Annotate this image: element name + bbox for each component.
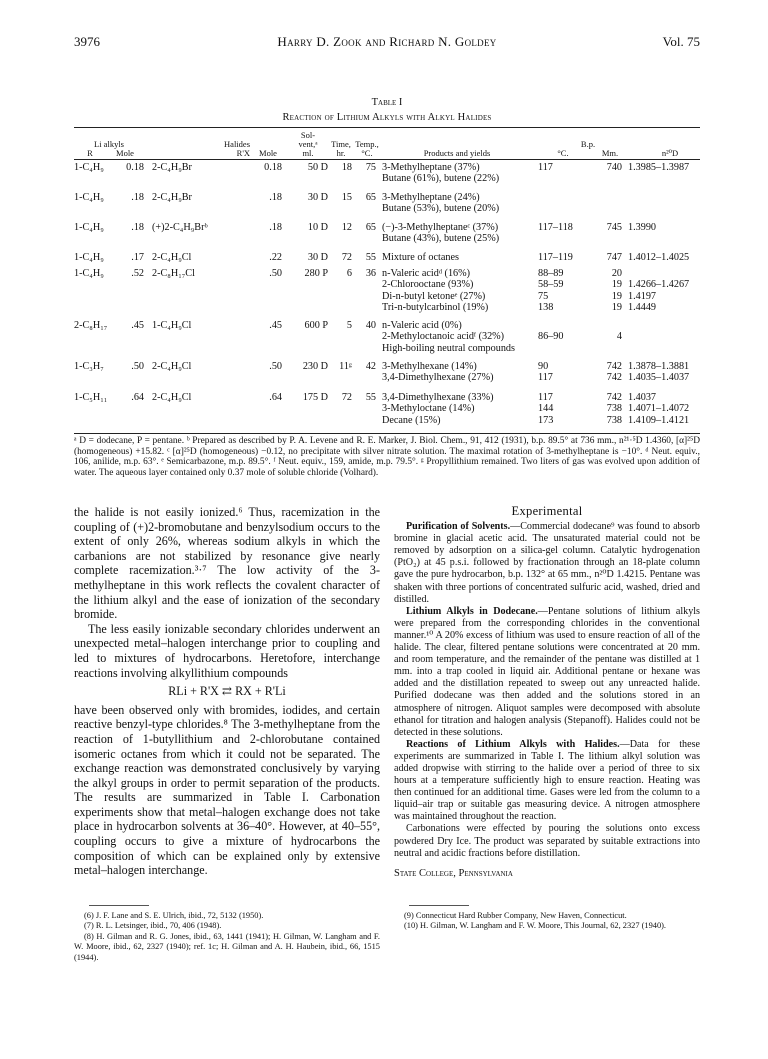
table-cell-r: 1-C₄H₉	[74, 192, 104, 203]
table-footnote: ᵃ D = dodecane, P = pentane. ᵇ Prepared as described by P. A. Levene and R. E. Marker, J. Biol. Chem., 91, 412 (1931), b.p. 89.5° at 736 mm., n²¹·⁵D 1.4360, [α]²⁵D (homogeneous) +15.82. ᶜ [α]²⁵D (homogeneous) −0.12, no precipitate with silver nitrate solution. The maximal rotation of 3-methylheptane is −10°. ᵈ Neut. equiv., 106, anilide, m.p. 63°. ᵉ Semicarbazone, m.p. 89.5°. ᶠ Neut. equiv., 159, amide, m.p. 79.5°. ᵍ Propyllithium remained. Two liters of gas was evolved upon addition of water. The aqueous layer contained only 0.37 mole of soluble chloride (Volhard).	[74, 436, 700, 478]
reference-6: (6) J. F. Lane and S. E. Ulrich, ibid., 72, 5132 (1950).	[84, 911, 264, 920]
table-cell-time: 72	[341, 392, 352, 403]
header-temp-2: °C.	[361, 148, 373, 158]
header-bp-c: °C.	[557, 148, 569, 158]
page-number: 3976	[74, 34, 100, 49]
table-cell-temp: 55	[365, 392, 376, 403]
table-cell-mole2: .64	[269, 392, 282, 403]
table-cell-temp: 36	[365, 268, 376, 279]
table-cell-bp: 138	[538, 301, 554, 313]
table-cell-mole: .18	[131, 222, 144, 233]
left-references	[74, 911, 380, 963]
table-cell-time: 12	[341, 222, 352, 233]
experimental-heading: Experimental	[511, 504, 583, 518]
table-cell-products: 2-Methyloctanoic acidᶠ (32%)	[382, 331, 505, 343]
table-cell-nd: 1.4035–1.4037	[628, 372, 690, 384]
table-caption: Table I	[371, 97, 403, 108]
reference-8: (8) H. Gilman and R. G. Jones, ibid., 63, 1441 (1941); H. Gilman, W. Langham and F. W. Moore, ibid., 62, 2327 (1940); ref. 1c; H. Gilman and A. H. Haubein, ibid., 66, 1515 (1944).	[74, 931, 380, 962]
table-cell-rx: 2-C₈H₁₇Cl	[152, 268, 195, 279]
header-time-1: Time,	[331, 139, 351, 149]
table-cell-bp: 75	[538, 290, 549, 302]
exchange-equation: RLi + R'X ⇄ RX + R'Li	[168, 684, 286, 699]
reference-10: (10) H. Gilman, W. Langham and F. W. Moore, This Journal, 62, 2327 (1940).	[404, 921, 667, 931]
table-cell-mole2: .18	[269, 192, 282, 203]
header-solvent-3: ml.	[302, 148, 314, 158]
table-cell-mole: .64	[131, 392, 144, 403]
table-cell-bp: 117	[538, 392, 553, 403]
table-cell-temp: 65	[365, 222, 376, 233]
table-cell-nd: 1.4037	[628, 392, 657, 403]
table-cell-products: High-boiling neutral compounds	[382, 342, 515, 354]
reference-9: (9) Connecticut Hard Rubber Company, New Haven, Connecticut.	[404, 911, 627, 920]
experimental-paragraph-4: Carbonations were effected by pouring the solutions onto excess powdered Dry Ice. The product was separated by suitable extractions into neutral and acidic fractions before distillation.	[394, 823, 700, 859]
header-bp: B.p.	[580, 139, 596, 149]
table-cell-r: 1-C₄H₉	[74, 162, 104, 173]
table-cell-mm: 742	[606, 392, 622, 403]
header-halides: Halides	[224, 139, 250, 149]
table-cell-time: 11ᵍ	[339, 361, 352, 372]
table-title: Reaction of Lithium Alkyls with Alkyl Halides	[282, 112, 492, 123]
table-cell-products: 3-Methylheptane (24%)	[382, 192, 480, 203]
table-cell-products: 3,4-Dimethylhexane (33%)	[382, 392, 494, 403]
table-cell-mole2: .22	[269, 252, 282, 263]
table-cell-bp: 117–119	[538, 252, 573, 263]
table-cell-solvent: 50 D	[307, 162, 328, 173]
table-cell-nd: 1.3990	[628, 222, 657, 233]
table-cell-solvent: 230 D	[302, 361, 328, 372]
experimental-paragraph-3	[394, 739, 700, 824]
reactions-text: —Data for these experiments are summarized in Table I. The lithium alkyl solution was added dropwise with stirring to the halide over a period of three to six hours at a temperature sufficiently high to ensure reaction. Heating was then continued for an additional time. Gases were led from the column to a liquid–air trap or suitable gas measuring device. A nitrogen atmosphere was maintained throughout the reaction.	[394, 738, 700, 823]
table-cell-mole: .50	[131, 361, 144, 372]
table-cell-mole: .18	[131, 192, 144, 203]
table-cell-nd: 1.4449	[628, 301, 657, 313]
table-cell-rx: 2-C₄H₉Cl	[152, 392, 192, 403]
table-cell-mole2: .18	[269, 222, 282, 233]
table-cell-mm: 740	[606, 162, 622, 173]
header-temp-1: Temp.,	[355, 139, 379, 149]
lithium-alkyls-heading: Lithium Alkyls in Dodecane.	[406, 605, 538, 617]
table-cell-products: (−)-3-Methylheptaneᶜ (37%)	[382, 222, 499, 233]
table-cell-mm: 738	[606, 414, 622, 426]
table-cell-mm: 19	[611, 301, 622, 313]
table-cell-products: n-Valeric acidᵈ (16%)	[382, 268, 471, 279]
table-cell-time: 6	[346, 268, 352, 279]
left-column	[74, 505, 380, 878]
purification-text: —Commercial dodecane⁹ was found to absorb bromine in glacial acetic acid. The unsaturated material could not be removed by adsorption on a silica-gel column. Catalytic hydrogenation (PtO₂) at 45 p.s.i. followed by fractionation through an 18-plate column gave the pure hydrocarbon, b.p. 132° at 65 mm., n²⁰D 1.4215. Pentane was shaken with three portions of concentrated sulfuric acid, washed, dried and distilled.	[394, 521, 700, 605]
table-cell-nd: 1.3985–1.3987	[628, 162, 690, 173]
experimental-paragraph-1	[394, 521, 700, 606]
table-cell-products: 2-Chlorooctane (93%)	[382, 279, 474, 291]
table-cell-r: 1-C₄H₉	[74, 268, 104, 279]
right-footnote-rule	[409, 905, 469, 906]
header-solvent-2: vent,ᵃ	[298, 139, 318, 149]
right-column	[394, 505, 700, 880]
table-cell-bp: 117–118	[538, 222, 573, 233]
right-references	[394, 911, 700, 932]
table-cell-temp: 40	[365, 320, 376, 331]
institution-line: State College, Pennsylvania	[394, 867, 513, 879]
header-mole: Mole	[116, 148, 134, 158]
table-cell-time: 72	[341, 252, 352, 263]
table-cell-bp: 58–59	[538, 279, 564, 291]
purification-heading: Purification of Solvents.	[406, 521, 511, 533]
header-li-alkyls: Li alkyls	[94, 139, 124, 149]
table-cell-bp: 117	[538, 372, 553, 384]
table-cell-rx: 2-C₄H₉Cl	[152, 361, 192, 372]
table-cell-mm: 742	[606, 361, 622, 372]
header-rx: R'X	[236, 148, 250, 158]
table-cell-time: 18	[341, 162, 352, 173]
table-cell-products: Mixture of octanes	[382, 252, 459, 263]
table-cell-time: 5	[346, 320, 352, 331]
table-cell-mole2: 0.18	[264, 162, 282, 173]
author-line: Harry D. Zook and Richard N. Goldey	[277, 34, 497, 49]
table-cell-solvent: 175 D	[302, 392, 328, 403]
table-cell-solvent: 10 D	[307, 222, 328, 233]
table-cell-products: 3-Methyloctane (14%)	[382, 403, 475, 415]
table-cell-r: 1-C₅H₁₁	[74, 392, 108, 403]
table-cell-solvent: 30 D	[307, 192, 328, 203]
table-cell-r: 2-C₈H₁₇	[74, 320, 108, 331]
table-cell-solvent: 280 P	[304, 268, 328, 279]
table-cell-mm: 747	[606, 252, 622, 263]
table-cell-products: 3,4-Dimethylhexane (27%)	[382, 372, 494, 384]
table-cell-mole: .52	[131, 268, 144, 279]
table-cell-bp: 86–90	[538, 331, 564, 343]
table-cell-r: 1-C₄H₉	[74, 222, 104, 233]
table-cell-mm: 19	[611, 290, 622, 302]
table-cell-temp: 65	[365, 192, 376, 203]
table-cell-temp: 75	[365, 162, 376, 173]
left-paragraph-2: The less easily ionizable secondary chlorides underwent an unexpected metal–halogen interchange prior to coupling and led to mixtures of hydrocarbons. Heretofore, interchange reactions involving alkyllithium compounds	[74, 621, 380, 680]
header-solvent-1: Sol-	[300, 130, 316, 140]
table-header-rule	[74, 159, 700, 160]
table-cell-mm: 20	[611, 268, 622, 279]
table-cell-nd: 1.4266–1.4267	[628, 279, 690, 291]
table-cell-products: Butane (43%), butene (25%)	[382, 233, 500, 245]
table-cell-temp: 42	[365, 361, 376, 372]
table-top-rule	[74, 127, 700, 128]
table-cell-products: n-Valeric acid (0%)	[382, 320, 462, 331]
table-cell-bp: 144	[538, 403, 554, 415]
left-paragraph-1: the halide is not easily ionized.⁶ Thus, racemization in the coupling of (+)2-bromobutane and benzylsodium occurs to the extent of only 26%, whereas sodium alkyls in which the carbanions are not stabilized by resonance give nearly complete racemization.³·⁷ The low activity of the 3-methylheptane in this work reflects the covalent character of the lithium alkyl and the ease of ionization of the secondary bromide.	[74, 505, 380, 622]
table-cell-products: Tri-n-butylcarbinol (19%)	[382, 301, 489, 313]
table-cell-products: Butane (53%), butene (20%)	[382, 203, 500, 215]
header-nd: n²⁰D	[661, 148, 679, 158]
table-cell-mm: 19	[611, 279, 622, 291]
header-mole2: Mole	[259, 148, 277, 158]
table-bottom-rule	[74, 433, 700, 434]
table-cell-bp: 117	[538, 162, 553, 173]
table-cell-solvent: 600 P	[304, 320, 328, 331]
table-cell-rx: (+)2-C₄H₉Brᵇ	[152, 222, 208, 233]
reactions-heading: Reactions of Lithium Alkyls with Halides.	[406, 738, 620, 750]
table-cell-mm: 745	[606, 222, 622, 233]
table-cell-nd: 1.4197	[628, 290, 657, 302]
table-cell-solvent: 30 D	[307, 252, 328, 263]
table-cell-rx: 2-C₄H₉Br	[152, 192, 192, 203]
table-cell-nd: 1.3878–1.3881	[628, 361, 690, 372]
table-cell-mm: 4	[616, 331, 622, 343]
table-cell-products: 3-Methylhexane (14%)	[382, 361, 477, 372]
table-cell-mole: .17	[131, 252, 144, 263]
table-cell-mole: 0.18	[126, 162, 144, 173]
reference-7: (7) R. L. Letsinger, ibid., 70, 406 (1948).	[84, 921, 222, 931]
table-cell-mm: 742	[606, 372, 622, 384]
running-header	[74, 34, 700, 52]
table-cell-mole: .45	[131, 320, 144, 331]
header-time-2: hr.	[336, 148, 346, 158]
volume-label: Vol. 75	[662, 34, 700, 49]
table-cell-mm: 738	[606, 403, 622, 415]
table-cell-rx: 2-C₄H₉Cl	[152, 252, 192, 263]
table-cell-mole2: .45	[269, 320, 282, 331]
table-cell-nd: 1.4109–1.4121	[628, 414, 690, 426]
header-products: Products and yields	[423, 148, 491, 158]
experimental-paragraph-2	[394, 606, 700, 739]
table-cell-bp: 173	[538, 414, 554, 426]
table-cell-products: Di-n-butyl ketoneᵉ (27%)	[382, 290, 486, 302]
table-cell-time: 15	[341, 192, 352, 203]
table-cell-r: 1-C₃H₇	[74, 361, 104, 372]
table-cell-temp: 55	[365, 252, 376, 263]
table-cell-mole2: .50	[269, 268, 282, 279]
table-cell-r: 1-C₄H₉	[74, 252, 104, 263]
table-cell-mole2: .50	[269, 361, 282, 372]
table-cell-rx: 2-C₄H₉Br	[152, 162, 192, 173]
table-cell-rx: 1-C₄H₉Cl	[152, 320, 192, 331]
header-bp-mm: Mm.	[601, 148, 619, 158]
lithium-alkyls-text: —Pentane solutions of lithium alkyls were prepared from the corresponding chlorides in the conventional manner.¹⁰ A 20% excess of lithium was used to ensure reaction of all of the halide. The clear, filtered pentane solutions were concentrated at 20 mm. and room temperature, and the remainder of the pentane was distilled at 1 mm. into a trap cooled in liquid air. Additional pentane or hexane was added and the distillation repeated to sweep out any unreacted halide. Purified dodecane was then added and the solutions stored in an atmosphere of nitrogen. Aliquot samples were decomposed with absolute ethanol for titration and halogen analysis (Stepanoff). Halides could not be detected in these solutions.	[394, 605, 700, 738]
header-r: R	[87, 148, 93, 158]
table-cell-products: Butane (61%), butene (22%)	[382, 173, 500, 185]
table-cell-nd: 1.4012–1.4025	[628, 252, 690, 263]
table-cell-products: 3-Methylheptane (37%)	[382, 162, 480, 173]
table-cell-products: Decane (15%)	[382, 414, 441, 426]
left-paragraph-3: have been observed only with bromides, iodides, and certain reactive benzyl-type chlorides.⁸ The 3-methylheptane from the reaction of 1-butyllithium and 2-chlorobutane contained isomeric octanes from which it could not be separated. The exchange reaction was demonstrated conclusively by varying the alkyl groups in order to permit separation of the products. The results are summarized in Table I. Carbonation experiments show that metal–halogen exchange does not take place in hydrocarbon solvents at 36–40°. However, at 40–55°, coupling occurs to give a mixture of hydrocarbons the composition of which can be explained only by extensive metal–halogen interchange.	[74, 702, 380, 878]
table-cell-bp: 90	[538, 361, 549, 372]
left-footnote-rule	[89, 905, 149, 906]
table-cell-bp: 88–89	[538, 268, 564, 279]
table-cell-nd: 1.4071–1.4072	[628, 403, 690, 415]
